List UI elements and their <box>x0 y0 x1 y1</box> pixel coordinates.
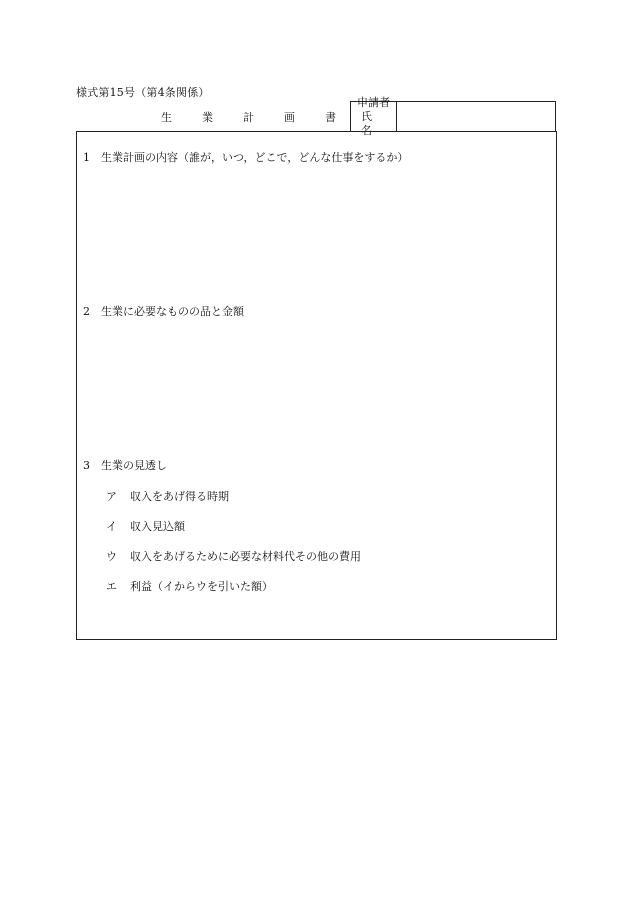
title-char: 業 <box>202 110 213 124</box>
title-char: 計 <box>243 110 254 124</box>
outlook-item <box>106 488 229 504</box>
outlook-item <box>106 548 361 564</box>
item-text: 収入見込額 <box>130 520 185 533</box>
item-text: 利益（イからウを引いた額） <box>130 580 273 593</box>
section-plan-content <box>83 149 408 165</box>
item-mark: エ <box>106 580 117 593</box>
header-row <box>76 95 556 137</box>
item-text: 収入をあげ得る時期 <box>130 490 229 503</box>
section-heading: 生業計画の内容（誰が，いつ，どこで，どんな仕事をするか） <box>101 151 409 164</box>
item-mark: イ <box>106 520 117 533</box>
applicant-label-line1: 申請者 <box>357 95 390 109</box>
applicant-box <box>350 95 556 137</box>
section-required-items <box>83 303 244 319</box>
applicant-label-line2: 氏名 <box>361 109 382 137</box>
title-char: 生 <box>161 110 172 124</box>
section-heading: 生業の見透し <box>101 459 167 472</box>
title-char: 書 <box>325 110 336 124</box>
section-number: 1 <box>83 151 90 164</box>
section-heading: 生業に必要なものの品と金額 <box>101 305 244 318</box>
applicant-label <box>351 95 397 137</box>
applicant-name-field[interactable] <box>397 102 555 131</box>
section-number: 2 <box>83 305 90 318</box>
outlook-item <box>106 578 273 594</box>
item-text: 収入をあげるために必要な材料代その他の費用 <box>130 550 361 563</box>
document-title <box>76 101 351 132</box>
section-outlook <box>83 457 167 473</box>
plan-content-box <box>76 131 557 640</box>
form-number: 様式第15号（第4条関係） <box>76 86 210 99</box>
outlook-item <box>106 518 185 534</box>
item-mark: ア <box>106 490 117 503</box>
item-mark: ウ <box>106 550 117 563</box>
section-number: 3 <box>83 459 90 472</box>
title-char: 画 <box>284 110 295 124</box>
